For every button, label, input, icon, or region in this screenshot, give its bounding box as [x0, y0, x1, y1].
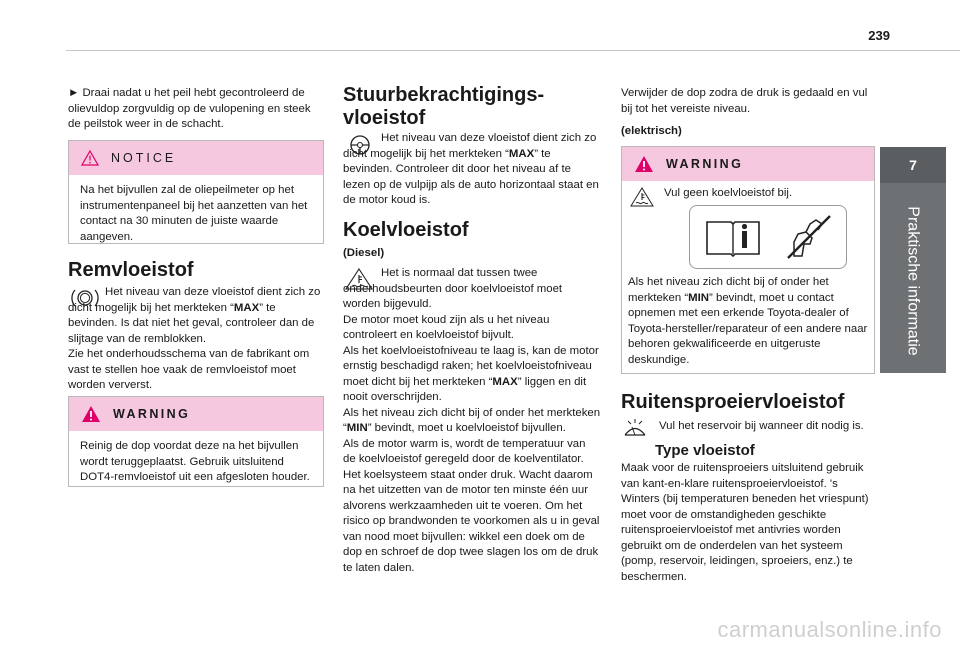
- coolant-paragraph: Het is normaal dat tussen twee onderhoudsbeurten door koelvloeistof moet worden bijgevuld. De motor moet koud zijn als u het niveau controleert en koelvloeistof bijvult. Als het koelvloeistofniveau te laag is, kan de motor ernstig beschadigd raken; het koelvloeistofniveau moet dicht bij het merkteken “MAX” liggen en dit nooit overschrijden. Als het niveau zich dicht bij of onder het merkteken “MIN” bevindt, moet u koelvloeistof bijvullen. Als de motor warm is, wordt de temperatuur van de koelvloeistof geregeld door de koelventilator. Het koelsysteem staat onder druk. Wacht daarom na het uitzetten van de motor ten minste één uur alvorens werkzaamheden uit te voeren. Om het risico op brandwonden te voorkomen als u in geval van nood moet bijvullen: wikkel een doek om de dop en schroef de dop twee slagen los om de druk te laten dalen.: [343, 267, 601, 574]
- heading-steering-fluid: Stuurbekrachtigings-vloeistof: [343, 84, 545, 129]
- warning-text-brake: Reinig de dop voordat deze na het bijvullen wordt teruggeplaatst. Gebruik uitsluitend DOT4-remvloeistof uit een afgesloten houder.: [80, 440, 310, 483]
- warning-triangle-icon: [634, 155, 654, 173]
- heading-brake-fluid: Remvloeistof: [68, 259, 194, 281]
- manual-book-info-icon: [704, 216, 762, 258]
- warning-box-brake: [68, 396, 324, 487]
- fluid-type-paragraph: Maak voor de ruitensproeiers uitsluitend gebruik van kant-en-klare ruitensproeiervloeistof. 's Winters (bij temperaturen beneden het vriespunt) moet voor de omstandigheden geschikte ruitensproeiervloeistof met antivries worden gebruikt om de onderdelen van het systeem (pomp, reservoir, leidingen, sproeiers, enz.) te beschermen.: [621, 462, 869, 583]
- header-divider: [66, 50, 960, 51]
- warning-label: WARNING: [666, 157, 744, 171]
- heading-washer-fluid: Ruitensproeiervloeistof: [621, 391, 845, 413]
- pictogram-panel: [689, 205, 847, 269]
- electric-label: (elektrisch): [621, 125, 682, 137]
- coolant-temperature-icon: [630, 187, 654, 207]
- refill-paragraph: Verwijder de dop zodra de druk is gedaald en vul bij tot het vereiste niveau.: [621, 87, 868, 115]
- diesel-label: (Diesel): [343, 247, 385, 259]
- warning-text-coolant: Als het niveau zich dicht bij of onder het merkteken “MIN” bevindt, moet u contact opnemen met een erkende Toyota-dealer of Toyota-hersteller/reparateur of een andere naar behoren gekwalificeerde en uitgeruste deskundige.: [628, 276, 868, 366]
- heading-coolant: Koelvloeistof: [343, 219, 469, 241]
- brake-fluid-paragraph: Het niveau van deze vloeistof dient zich zo dicht mogelijk bij het merkteken “MAX” te bevinden. Is dat niet het geval, controleer dan de slijtage van de remblokken.: [68, 286, 321, 345]
- washer-reservoir-text: Vul het reservoir bij wanneer dit nodig is.: [659, 420, 864, 432]
- notice-label: NOTICE: [111, 151, 177, 165]
- washer-fluid-icon: [623, 418, 647, 438]
- page-number: 239: [868, 28, 890, 43]
- no-coolant-line: Vul geen koelvloeistof bij.: [664, 187, 793, 199]
- warning-header-coolant: [622, 147, 874, 181]
- warning-box-coolant: [621, 146, 875, 374]
- caution-triangle-icon: [81, 150, 99, 166]
- chapter-number-tab[interactable]: 7: [880, 147, 946, 183]
- watermark: carmanualsonline.info: [717, 617, 942, 642]
- notice-box: [68, 140, 324, 244]
- notice-header: [69, 141, 323, 175]
- warning-header-brake: [69, 397, 323, 431]
- notice-text: Na het bijvullen zal de oliepeilmeter op het instrumentenpaneel bij het aanzetten van het contact na 30 minuten de juiste waarde aangeven.: [80, 184, 308, 243]
- brake-fluid-schedule: Zie het onderhoudsschema van de fabrikant om vast te stellen hoe vaak de remvloeistof moet worden ververst.: [68, 348, 310, 391]
- intro-paragraph: ► Draai nadat u het peil hebt gecontroleerd de olievuldop zorgvuldig op de vulopening en steek de peilstok weer in de schacht.: [68, 87, 311, 130]
- warning-triangle-icon: [81, 405, 101, 423]
- steering-fluid-paragraph: Het niveau van deze vloeistof dient zich zo dicht mogelijk bij het merkteken “MAX” te bevinden. Controleer dit door het niveau af te lezen op de vulpijp als de auto horizontaal staat en de motor koud is.: [343, 132, 599, 206]
- no-touch-prohibition-icon: [782, 212, 836, 262]
- heading-fluid-type: Type vloeistof: [655, 442, 755, 459]
- chapter-title: Praktische informatie: [905, 205, 923, 356]
- warning-label: WARNING: [113, 407, 191, 421]
